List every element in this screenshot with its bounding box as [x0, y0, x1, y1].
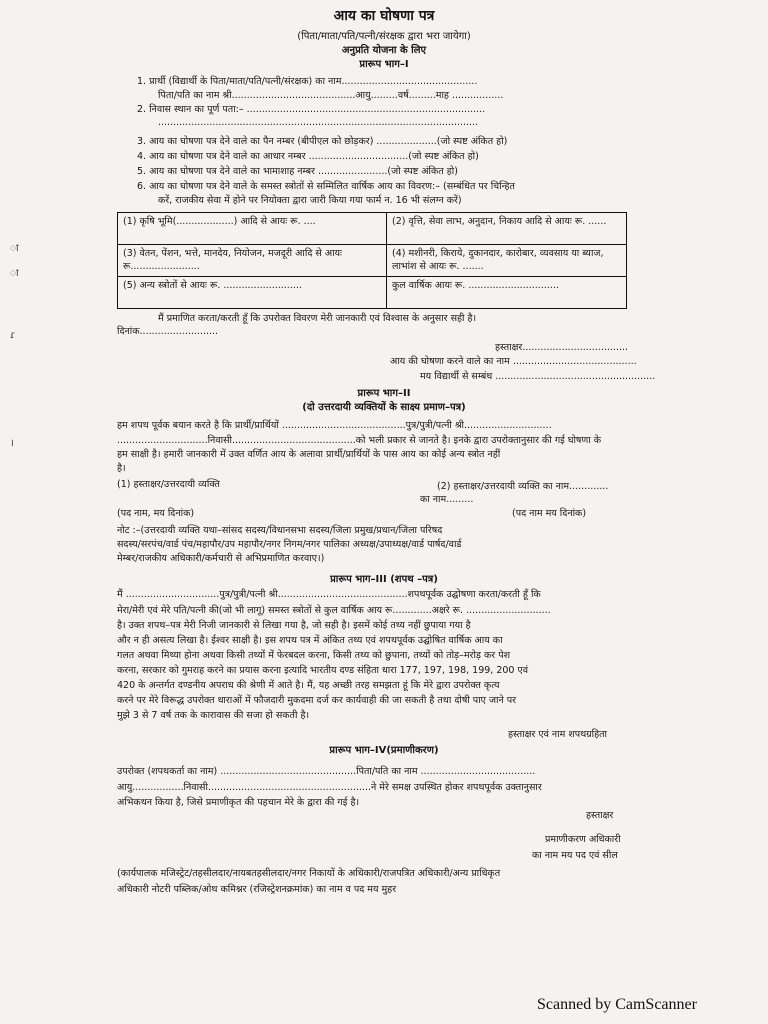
margin-mark: । — [10, 438, 14, 449]
relation-field: मय विद्यार्थी से सम्बंध ..................................................... — [420, 371, 656, 382]
note-line2: सदस्य/सरपंच/वार्ड पंच/महापौर/उप महापौर/नगर निगम/नगर पालिका अध्यक्ष/उपाध्यक्ष/वार्ड पार्षद/वार्ड — [117, 539, 462, 550]
margin-mark: ɾ — [10, 330, 16, 341]
document-subtitle: (पिता/माता/पति/पत्नी/संरक्षक द्वारा भरा जायेगा) — [297, 31, 471, 42]
witness1-designation: (पद नाम, मय दिनांक) — [117, 508, 195, 519]
income-cell-salary: (3) वेतन, पेंशन, भत्ते, मानदेय, नियोजन, मजदूरी आदि से आयः रू....................... — [118, 245, 387, 277]
part2-line2: ..............................निवासी.........................................को भली प्रकार से जानते है। इनके द्वारा उपरोक्तानुसार की गई घोषणा के — [117, 435, 602, 446]
item6-line1: 6. आय का घोषणा पत्र देने वाले के समस्त स्त्रोतों से सम्मिलित वार्षिक आय का विवरण:– (सम्बंधित पर चिन्हित — [137, 181, 515, 192]
part2-line4: है। — [117, 463, 126, 474]
part4-line3: अभिकथन किया है, जिसे प्रमाणीकृत की पहचान मेरे के द्वारा की गई है। — [117, 797, 360, 808]
certify-statement: मैं प्रमाणित करता/करती हूँ कि उपरोक्त विवरण मेरी जानकारी एवं विश्वास के अनुसार सही है। — [158, 313, 477, 324]
income-cell-services: (2) वृत्ति, सेवा लाभ, अनुदान, निकाय आदि से आयः रू. ...... — [387, 213, 627, 245]
part3-line8: करने पर मेरे विरूद्ध उपरोक्त धाराओं में फौजदारी मुकदमा दर्ज कर कार्यवाही की जा सकती है तथा दोषी पाए जाने पर — [117, 695, 517, 706]
item2-address-cont: .......................................................................................................... — [158, 117, 479, 128]
income-table — [117, 212, 627, 309]
part4-title: प्रारूप भाग–IV(प्रमाणीकरण) — [329, 745, 439, 756]
income-cell-total: कुल वार्षिक आयः रू. .............................. — [387, 277, 627, 309]
note-line1: नोट :–(उत्तरदायी व्यक्ति यथा–सांसद सदस्य/विधानसभा सदस्य/जिला प्रमुख/प्रधान/जिला परिषद — [117, 525, 443, 536]
part2-subtitle: (दो उत्तरदायी व्यक्तियों के साक्ष्य प्रमाण–पत्र) — [302, 402, 466, 413]
witness2-sign: (2) हस्ताक्षर/उत्तरदायी व्यक्ति का नाम............. — [437, 481, 609, 492]
declarant-name: आय की घोषणा करने वाले का नाम ......................................... — [390, 356, 637, 367]
part4-line2: आयु.................निवासी......................................................ने मेरे समक्ष उपस्थित होकर शपथपूर्वक उक्तानुसार — [117, 782, 542, 793]
witness1-sign: (1) हस्ताक्षर/उत्तरदायी व्यक्ति — [117, 479, 220, 490]
item6-line2: करें, राजकीय सेवा में होने पर नियोक्ता द्वारा जारी किया गया फार्म न. 16 भी संलग्न करें) — [158, 195, 462, 206]
margin-mark: ा — [10, 268, 19, 279]
part3-line9: मुझे 3 से 7 वर्ष तक के कारावास की सजा हो सकती है। — [117, 710, 310, 721]
date-field: दिनांक.......................... — [117, 326, 219, 337]
footer-line2: अधिकारी नोटरी पब्लिक/ओथ कमिश्नर (रजिस्ट्रेशनक्रमांक) का नाम व पद मय मुहर — [117, 884, 397, 895]
document-title: आय का घोषणा पत्र — [333, 8, 435, 24]
part2-line3: हम साक्षी है। हमारी जानकारी में उक्त वर्णित आय के अलावा प्रार्थी/प्रार्थियों के पास आय का कोई अन्य स्त्रोत नहीं — [117, 449, 501, 460]
scheme-label: अनुप्रति योजना के लिए — [341, 45, 427, 56]
part3-signature: हस्ताक्षर एवं नाम शपथग्रहिता — [508, 729, 607, 740]
part3-title: प्रारूप भाग–III (शपथ –पत्र) — [330, 574, 438, 585]
camscanner-watermark: Scanned by CamScanner — [537, 996, 697, 1013]
part3-line7: 420 के अन्तर्गत दण्डनीय अपराध की श्रेणी में आते है। मैं, यह अच्छी तरह समझता हूं कि मेरे द्वारा उपरोक्त कृत्य — [117, 680, 500, 691]
part1-title: प्रारूप भाग–I — [359, 59, 409, 70]
item4-aadhaar: 4. आय का घोषणा पत्र देने वाले का आधार नम्बर .................................(जो स्पष्ट अंकित हो) — [137, 151, 479, 162]
part3-line4: और न ही असत्य लिखा है। ईश्वर साक्षी है। इस शपथ पत्र में अंकित तथ्य एवं शपथपूर्वक उद्घोषित वार्षिक आय का — [117, 635, 503, 646]
item1-line1: 1. प्रार्थी (विद्यार्थी के पिता/माता/पति/पत्नी/संरक्षक) का नाम............................................. — [137, 76, 478, 87]
officer-title: प्रमाणीकरण अधिकारी — [545, 834, 621, 845]
part3-line5: गलत अथवा मिथ्या होना अथवा किसी तथ्यों में फेरबदल करना, किसी तथ्य को छुपाना, तथ्यों को तोड़–मरोड़ कर पेश — [117, 650, 511, 661]
part3-line6: करना, सरकार को गुमराह करने का प्रयास करना इत्यादि भारतीय दण्ड संहिता धारा 177, 197, 198, 199, 200 एवं — [117, 665, 529, 676]
witness-name: का नाम......... — [420, 494, 474, 505]
item2-address: 2. निवास स्थान का पूर्ण पता:– ............................................................................... — [137, 104, 486, 115]
part3-line1: मैं ...............................पुत्र/पुत्री/पत्नी श्री...........................................शपथपूर्वक उद्घोषणा करता/करती हूँ कि — [117, 589, 541, 600]
part2-title: प्रारूप भाग–II — [357, 388, 411, 399]
part4-line1: उपरोक्त (शपथकर्ता का नाम) .............................................पिता/पति का नाम ...................................... — [117, 766, 536, 777]
income-cell-business: (4) मशीनरी, किराये, दुकानदार, कारोबार, व्यवसाय या ब्याज, लाभांश से आयः रू. ....... — [387, 245, 627, 277]
margin-mark: ा — [10, 243, 19, 254]
income-cell-agriculture: (1) कृषि भूमि(...................) आदि से आयः रू. .... — [118, 213, 387, 245]
signature-line: हस्ताक्षर................................... — [495, 342, 629, 353]
income-cell-other: (5) अन्य स्त्रोतों से आयः रू. .......................... — [118, 277, 387, 309]
item5-bhamashah: 5. आय का घोषणा पत्र देने वाले का भामाशाह नम्बर .......................(जो स्पष्ट अंकित हो) — [137, 166, 458, 177]
officer-seal: का नाम मय पद एवं सील — [532, 850, 618, 861]
item3-pan: 3. आय का घोषणा पत्र देने वाले का पैन नम्बर (बीपीएल को छोड़कर) ....................(जो स्पष्ट अंकित हो) — [137, 136, 508, 147]
footer-line1: (कार्यपालक मजिस्ट्रेट/तहसीलदार/नायबतहसीलदार/नगर निकायों के अधिकारी/राजपत्रित अधिकारी/अन्य प्राधिकृत — [117, 868, 501, 879]
item1-line2: पिता/पति का नाम श्री.........................................आयु.........वर्ष.........माह ................. — [158, 90, 504, 101]
part4-signature: हस्ताक्षर — [586, 810, 614, 821]
witness2-designation: (पद नाम मय दिनांक) — [512, 508, 587, 519]
part2-line1: हम शपथ पूर्वक बयान करते है कि प्रार्थी/प्रार्थियों .........................................पुत्र/पुत्री/पत्नी श्री............................. — [117, 420, 552, 431]
note-line3: मेम्बर/राजकीय अधिकारी/कर्मचारी से अभिप्रमाणित करवाए।) — [117, 553, 325, 564]
part3-line2: मेरा/मेरी एवं मेरे पति/पत्नी की(जो भी लागू) समस्त स्त्रोतों से कुल वार्षिक आय रू.............अक्षरे रू. ............................ — [117, 605, 551, 616]
part3-line3: है। उक्त शपथ–पत्र मेरी निजी जानकारी से लिखा गया है, जो सही है। इसमें कोई तथ्य नहीं छुपाया गया है — [117, 620, 471, 631]
